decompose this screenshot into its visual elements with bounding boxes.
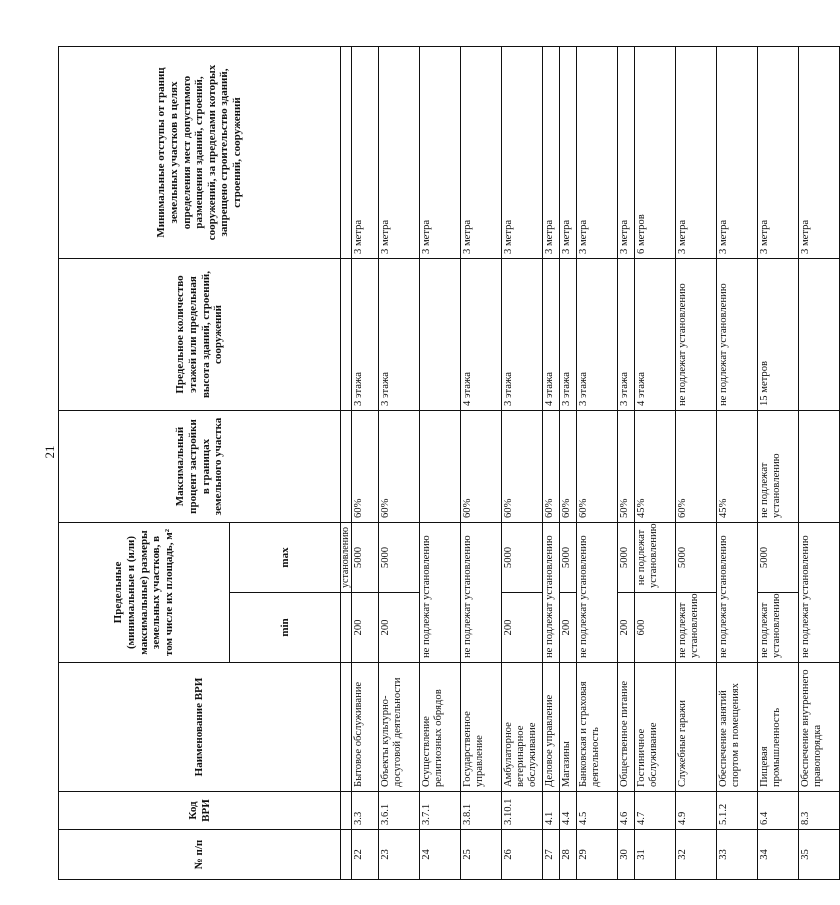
- cell-min: не подлежат установлению: [676, 593, 717, 663]
- cell-floors: не подлежат установлению: [676, 259, 717, 411]
- cell-name: Деловое управление: [543, 663, 560, 792]
- cell-plot-size-merged: не подлежат установлению: [420, 523, 461, 663]
- cell-code: 3.3: [352, 792, 379, 830]
- cell-percent: 45%: [635, 411, 676, 523]
- cell-min: 200: [352, 593, 379, 663]
- cell-floors: [420, 259, 461, 411]
- cell-floors: 3 этажа: [379, 259, 420, 411]
- header-percent: Максимальный процент застройки в границах земельного участка: [59, 411, 341, 523]
- cell-setback: 3 метра: [618, 47, 635, 259]
- cell-num: 29: [577, 830, 618, 880]
- carry-over-row: [341, 47, 352, 880]
- rotated-table-wrapper: [58, 47, 824, 880]
- cell-percent: 60%: [352, 411, 379, 523]
- cell-percent: [799, 411, 840, 523]
- cell-floors: 4 этажа: [543, 259, 560, 411]
- cell-code: 3.7.1: [420, 792, 461, 830]
- cell-setback: 3 метра: [352, 47, 379, 259]
- cell-setback: 3 метра: [420, 47, 461, 259]
- table-row: [502, 47, 543, 880]
- header-name: Наименование ВРИ: [59, 663, 341, 792]
- cell-code: 4.5: [577, 792, 618, 830]
- cell-setback: 3 метра: [577, 47, 618, 259]
- cell-name: Осуществление религиозных обрядов: [420, 663, 461, 792]
- cell-num: 22: [352, 830, 379, 880]
- cell-code: 5.1.2: [717, 792, 758, 830]
- cell-percent: 60%: [577, 411, 618, 523]
- cell-max: 5000: [352, 523, 379, 593]
- cell-name: Государственное управление: [461, 663, 502, 792]
- cell-min: 200: [502, 593, 543, 663]
- cell-name: Банковская и страховая деятельность: [577, 663, 618, 792]
- cell-floors: 3 этажа: [352, 259, 379, 411]
- cell-max: 5000: [379, 523, 420, 593]
- cell-num: 25: [461, 830, 502, 880]
- cell-setback: 6 метров: [635, 47, 676, 259]
- cell-name: Гостиничное обслуживание: [635, 663, 676, 792]
- cell-name: Общественное питание: [618, 663, 635, 792]
- cell-name: Бытовое обслуживание: [352, 663, 379, 792]
- header-code: Код ВРИ: [59, 792, 341, 830]
- cell-setback: 3 метра: [502, 47, 543, 259]
- cell-code: 8.3: [799, 792, 840, 830]
- cell-percent: 60%: [502, 411, 543, 523]
- cell-setback: 3 метра: [676, 47, 717, 259]
- carry-over-text: установлению: [341, 523, 352, 593]
- cell-floors: 3 этажа: [577, 259, 618, 411]
- table-row: [577, 47, 618, 880]
- cell-code: 4.4: [560, 792, 577, 830]
- cell-floors: 4 этажа: [635, 259, 676, 411]
- table-row: [420, 47, 461, 880]
- cell-code: 4.7: [635, 792, 676, 830]
- cell-floors: 3 этажа: [502, 259, 543, 411]
- cell-name: Объекты культурно-досуговой деятельности: [379, 663, 420, 792]
- cell-setback: 3 метра: [461, 47, 502, 259]
- cell-percent: 60%: [543, 411, 560, 523]
- table-row: [635, 47, 676, 880]
- cell-num: 23: [379, 830, 420, 880]
- table-row: [461, 47, 502, 880]
- cell-name: Амбулаторное ветеринарное обслуживание: [502, 663, 543, 792]
- page-number: 21: [42, 445, 57, 459]
- cell-percent: 60%: [676, 411, 717, 523]
- table-row: [352, 47, 379, 880]
- header-min: min: [230, 593, 341, 663]
- cell-setback: 3 метра: [560, 47, 577, 259]
- cell-setback: 3 метра: [717, 47, 758, 259]
- cell-plot-size-merged: не подлежат установлению: [577, 523, 618, 663]
- cell-floors: 3 этажа: [560, 259, 577, 411]
- cell-percent: 50%: [618, 411, 635, 523]
- header-max: max: [230, 523, 341, 593]
- cell-plot-size-merged: не подлежат установлению: [717, 523, 758, 663]
- cell-num: 35: [799, 830, 840, 880]
- cell-code: 4.9: [676, 792, 717, 830]
- cell-code: 4.6: [618, 792, 635, 830]
- header-plot-size: Предельные (минимальные и (или) максимальные) размеры земельных участков, в том числе их площадь, м²: [59, 523, 230, 663]
- cell-max: 5000: [758, 523, 799, 593]
- cell-name: Обеспечение внутреннего правопорядка: [799, 663, 840, 792]
- table-row: [717, 47, 758, 880]
- cell-num: 28: [560, 830, 577, 880]
- cell-percent: 60%: [560, 411, 577, 523]
- cell-min: 600: [635, 593, 676, 663]
- cell-code: 3.8.1: [461, 792, 502, 830]
- table-row: [799, 47, 840, 880]
- cell-percent: не подлежат установлению: [758, 411, 799, 523]
- cell-num: 33: [717, 830, 758, 880]
- cell-min: 200: [618, 593, 635, 663]
- cell-floors: 3 этажа: [618, 259, 635, 411]
- table-row: [379, 47, 420, 880]
- cell-floors: не подлежат установлению: [717, 259, 758, 411]
- cell-percent: 60%: [461, 411, 502, 523]
- table-row: [560, 47, 577, 880]
- cell-min: не подлежат установлению: [758, 593, 799, 663]
- cell-num: 30: [618, 830, 635, 880]
- cell-setback: 3 метра: [379, 47, 420, 259]
- cell-max: 5000: [618, 523, 635, 593]
- table-row: [543, 47, 560, 880]
- cell-floors: 4 этажа: [461, 259, 502, 411]
- cell-max: 5000: [676, 523, 717, 593]
- cell-name: Пищевая промышленность: [758, 663, 799, 792]
- cell-floors: [799, 259, 840, 411]
- cell-setback: 3 метра: [543, 47, 560, 259]
- cell-min: 200: [379, 593, 420, 663]
- cell-floors: 15 метров: [758, 259, 799, 411]
- cell-percent: 45%: [717, 411, 758, 523]
- cell-name: Обеспечение занятий спортом в помещениях: [717, 663, 758, 792]
- cell-num: 34: [758, 830, 799, 880]
- cell-code: 4.1: [543, 792, 560, 830]
- cell-code: 3.10.1: [502, 792, 543, 830]
- table-row: [618, 47, 635, 880]
- cell-max: не подлежат установлению: [635, 523, 676, 593]
- cell-num: 27: [543, 830, 560, 880]
- cell-num: 31: [635, 830, 676, 880]
- header-setback: Минимальные отступы от границ земельных участков в целях определения мест допустимого размещения зданий, строений, сооружений, за пределами которых запрещено строительство зданий, строений, сооружений: [59, 47, 341, 259]
- header-num: № п/п: [59, 830, 341, 880]
- cell-name: Служебные гаражи: [676, 663, 717, 792]
- cell-percent: [420, 411, 461, 523]
- cell-code: 6.4: [758, 792, 799, 830]
- cell-max: 5000: [502, 523, 543, 593]
- cell-num: 24: [420, 830, 461, 880]
- table-row: [758, 47, 799, 880]
- cell-setback: 3 метра: [799, 47, 840, 259]
- cell-percent: 60%: [379, 411, 420, 523]
- cell-setback: 3 метра: [758, 47, 799, 259]
- zoning-table: [58, 46, 840, 880]
- cell-plot-size-merged: не подлежат установлению: [461, 523, 502, 663]
- cell-num: 26: [502, 830, 543, 880]
- cell-name: Магазины: [560, 663, 577, 792]
- cell-plot-size-merged: не подлежат установлению: [799, 523, 840, 663]
- cell-plot-size-merged: не подлежат установлению: [543, 523, 560, 663]
- table-row: [676, 47, 717, 880]
- cell-code: 3.6.1: [379, 792, 420, 830]
- cell-min: 200: [560, 593, 577, 663]
- cell-max: 5000: [560, 523, 577, 593]
- cell-num: 32: [676, 830, 717, 880]
- header-floors: Предельное количество этажей или предельная высота зданий, строений, сооружений: [59, 259, 341, 411]
